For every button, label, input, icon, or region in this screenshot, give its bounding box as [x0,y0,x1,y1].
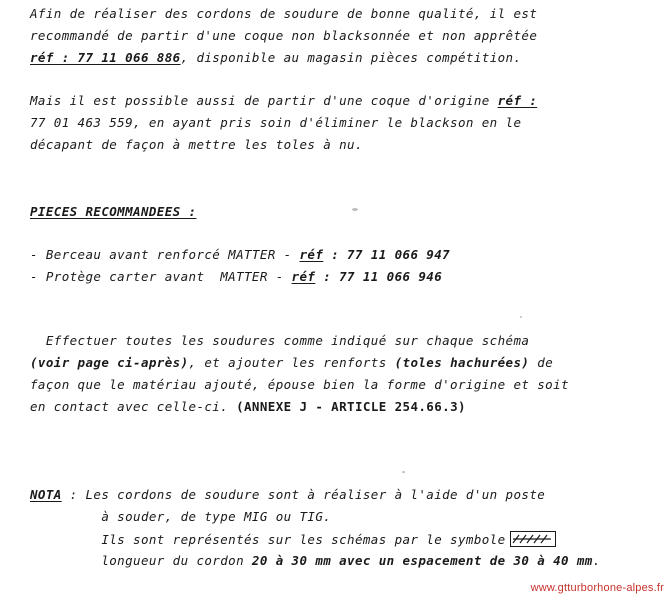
weld-hatch-symbol-icon [510,531,556,547]
piece-item-ref-label: réf [299,247,324,262]
piece-item-ref-number: : 77 11 066 947 [323,247,451,262]
piece-item-text: - Protège carter avant MATTER - [30,269,292,284]
instructions-line-4 [30,399,466,415]
alt-line-2: 77 01 463 559, en ayant pris soin d'éliminer le blackson en le [30,115,522,130]
nota-line-1-text: : Les cordons de soudure sont à réaliser à l'aide d'un poste [61,487,546,502]
intro-line-3-rest: , disponible au magasin pièces compétition. [180,50,522,65]
pieces-heading: PIECES RECOMMANDEES : [30,204,197,219]
scan-speck [402,471,405,473]
intro-line-2: recommandé de partir d'une coque non blacksonnée et non apprêtée [30,28,538,43]
nota-label: NOTA [30,487,62,502]
piece-item-ref-label: réf [291,269,316,284]
alt-line-1 [30,93,537,109]
nota-line-3-text: Ils sont représentés sur les schémas par le symbole [30,532,506,547]
alt-ref: réf : [497,93,538,108]
footer-website-link[interactable]: www.gtturborhone-alpes.fr [530,582,664,594]
instructions-line-3: façon que le matériau ajouté, épouse bien la forme d'origine et soit [30,377,569,392]
scan-speck [352,208,358,211]
alt-line-3: décapant de façon à mettre les toles à nu. [30,137,363,152]
nota-line-4-text: longueur du cordon [30,553,252,568]
piece-item-ref-number: : 77 11 066 946 [315,269,443,284]
nota-line-4 [30,553,601,569]
nota-line-3 [30,531,556,548]
nota-line-1 [30,487,545,503]
intro-ref: réf : 77 11 066 886 [30,50,181,65]
piece-item-text: - Berceau avant renforcé MATTER - [30,247,300,262]
instructions-annex-reference: (ANNEXE J - ARTICLE 254.66.3) [236,399,466,414]
intro-line-3 [30,50,521,66]
instructions-line-2-end: de [529,355,554,370]
piece-item-berceau [30,247,450,263]
instructions-line-2 [30,355,553,371]
instructions-line-2-mid: , et ajouter les renforts [188,355,395,370]
nota-weld-lengths: 20 à 30 mm avec un espacement de 30 à 40 mm [251,553,593,568]
instructions-hatched-sheets: (toles hachurées) [394,355,530,370]
instructions-line-1: Effectuer toutes les soudures comme indiqué sur chaque schéma [30,333,530,348]
intro-line-1: Afin de réaliser des cordons de soudure de bonne qualité, il est [30,6,538,21]
instructions-line-4-text: en contact avec celle-ci. [30,399,237,414]
scan-speck [520,316,522,318]
piece-item-protege-carter [30,269,442,285]
alt-line-1-text: Mais il est possible aussi de partir d'une coque d'origine [30,93,498,108]
nota-line-2: à souder, de type MIG ou TIG. [30,509,332,524]
nota-line-4-end: . [592,553,601,568]
instructions-see-page: (voir page ci-après) [30,355,189,370]
